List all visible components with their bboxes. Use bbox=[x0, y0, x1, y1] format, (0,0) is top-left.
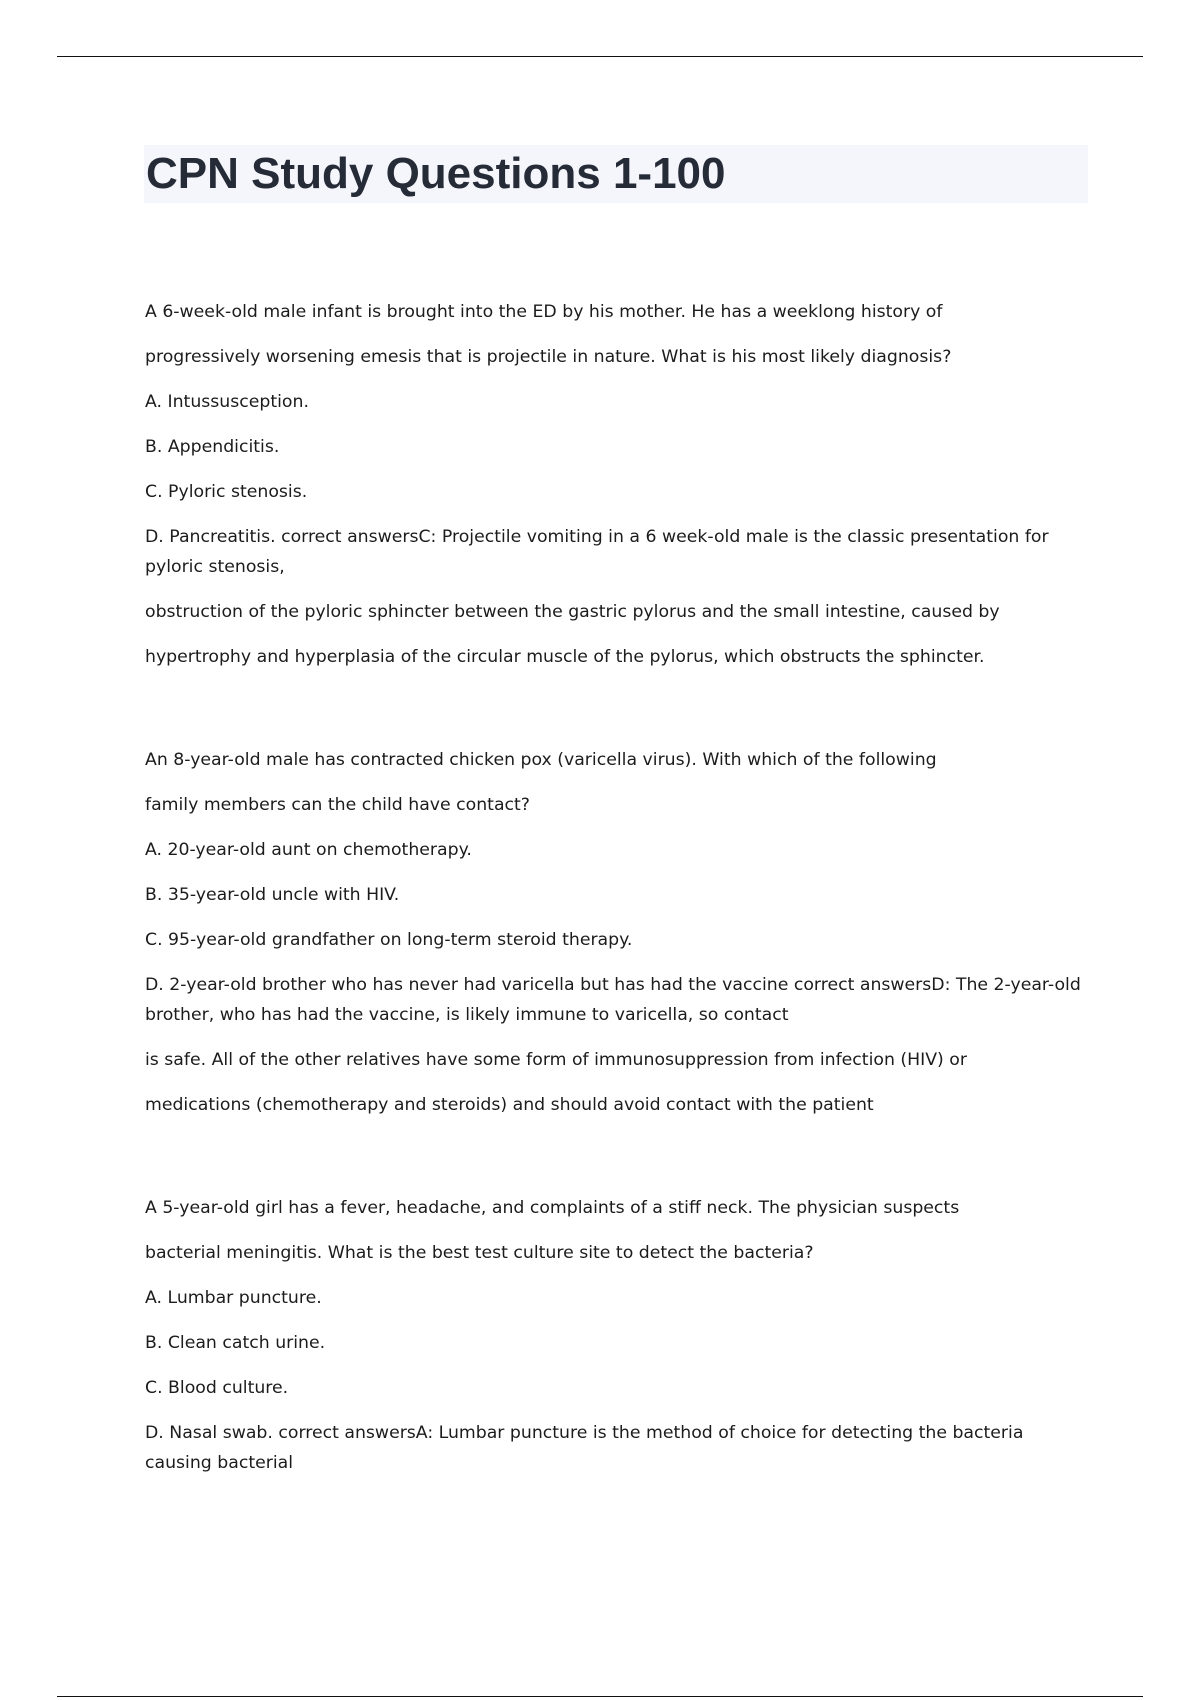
option-c: C. Blood culture. bbox=[145, 1378, 289, 1398]
question-stem-line: bacterial meningitis. What is the best test culture site to detect the bacteria? bbox=[145, 1243, 814, 1263]
explanation-line: medications (chemotherapy and steroids) and should avoid contact with the patient bbox=[145, 1095, 874, 1115]
question-stem-line: family members can the child have contact? bbox=[145, 795, 530, 815]
explanation-line: hypertrophy and hyperplasia of the circular muscle of the pylorus, which obstructs the sphincter. bbox=[145, 647, 985, 667]
question-stem-line: progressively worsening emesis that is projectile in nature. What is his most likely diagnosis? bbox=[145, 347, 952, 367]
question-stem-line: An 8-year-old male has contracted chicken pox (varicella virus). With which of the following bbox=[145, 750, 937, 770]
explanation-line: obstruction of the pyloric sphincter between the gastric pylorus and the small intestine, caused by bbox=[145, 602, 1000, 622]
option-c: C. 95-year-old grandfather on long-term steroid therapy. bbox=[145, 930, 633, 950]
question-stem-line: A 6-week-old male infant is brought into the ED by his mother. He has a weeklong history of bbox=[145, 302, 943, 322]
question-block bbox=[145, 738, 1085, 1128]
option-b: B. Appendicitis. bbox=[145, 437, 280, 457]
option-a: A. Lumbar puncture. bbox=[145, 1288, 322, 1308]
question-block bbox=[145, 1186, 1085, 1486]
option-b: B. Clean catch urine. bbox=[145, 1333, 326, 1353]
question-stem-line: A 5-year-old girl has a fever, headache, and complaints of a stiff neck. The physician suspects bbox=[145, 1198, 960, 1218]
option-c: C. Pyloric stenosis. bbox=[145, 482, 308, 502]
page-title: CPN Study Questions 1-100 bbox=[146, 149, 726, 198]
option-a: A. 20-year-old aunt on chemotherapy. bbox=[145, 840, 472, 860]
explanation-line: is safe. All of the other relatives have some form of immunosuppression from infection (HIV) or bbox=[145, 1050, 967, 1070]
option-a: A. Intussusception. bbox=[145, 392, 309, 412]
bottom-rule bbox=[57, 1696, 1143, 1697]
option-b: B. 35-year-old uncle with HIV. bbox=[145, 885, 400, 905]
question-list bbox=[145, 290, 1085, 1544]
option-d-with-answer: D. Nasal swab. correct answersA: Lumbar puncture is the method of choice for detecting the bacteria causing bacterial bbox=[145, 1423, 1024, 1473]
top-rule bbox=[57, 56, 1143, 57]
option-d-with-answer: D. Pancreatitis. correct answersC: Projectile vomiting in a 6 week-old male is the classic presentation for pyloric stenosis, bbox=[145, 527, 1049, 577]
question-block bbox=[145, 290, 1085, 680]
option-d-with-answer: D. 2-year-old brother who has never had varicella but has had the vaccine correct answersD: The 2-year-old brother, who has had the vaccine, is likely immune to varicella, so contact bbox=[145, 975, 1081, 1025]
